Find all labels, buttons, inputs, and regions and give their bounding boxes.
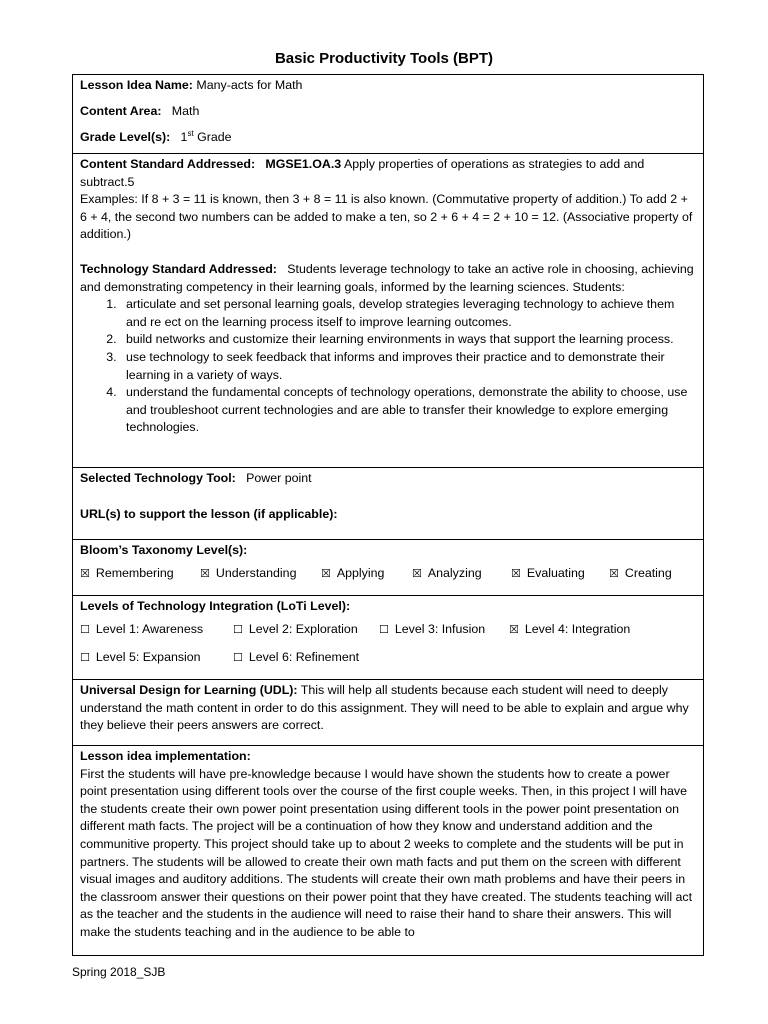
checkbox-checked-icon[interactable]: ☒ [412, 566, 422, 580]
loti-section [73, 595, 703, 679]
tech-standard-item: 3. use technology to seek feedback that informs and improves their practice and to demonstrate their learning in a variety of ways. [120, 349, 696, 384]
content-area-line [80, 103, 696, 121]
tech-standard-line [80, 261, 696, 296]
tech-standard-item: 2. build networks and customize their learning environments in ways that support the learning process. [120, 331, 696, 349]
checkbox-empty-icon[interactable]: ☐ [379, 622, 389, 636]
checkbox-checked-icon[interactable]: ☒ [200, 566, 210, 580]
checkbox-checked-icon[interactable]: ☒ [609, 566, 619, 580]
blooms-label: Bloom’s Taxonomy Level(s): [80, 543, 248, 557]
checkbox-empty-icon[interactable]: ☐ [233, 622, 243, 636]
blooms-options [80, 560, 696, 586]
content-area-label: Content Area: [80, 103, 162, 118]
udl-text: This will help all students because each student will need to deeply understand the math content in order to do this assignment. They will need to be able to explain and argue why they believe their peers answers are correct. [80, 683, 689, 733]
blooms-option-remembering[interactable]: ☒ Remembering [80, 565, 174, 580]
checkbox-empty-icon[interactable]: ☐ [233, 650, 243, 664]
checkbox-checked-icon[interactable]: ☒ [321, 566, 331, 580]
tool-section [73, 467, 703, 539]
checkbox-checked-icon[interactable]: ☒ [511, 566, 521, 580]
content-standard-code: MGSE1.OA.3 [265, 157, 342, 171]
content-standard-examples: Examples: If 8 + 3 = 11 is known, then 3 + 8 = 11 is also known. (Commutative property of addition.) To add 2 + 6 + 4, the second two numbers can be added to make a ten, so 2 + 6 + 4 = 2 + 10 = 12. (Associative property of addition.) [80, 192, 693, 242]
loti-option-level-1[interactable]: ☐ Level 1: Awareness [80, 621, 204, 636]
content-standard-label: Content Standard Addressed: [80, 157, 256, 171]
checkbox-checked-icon[interactable]: ☒ [509, 622, 519, 636]
grade-word: Grade [197, 129, 232, 144]
udl-label: Universal Design for Learning (UDL): [80, 683, 298, 697]
page-title: Basic Productivity Tools (BPT) [274, 50, 494, 67]
tool-value: Power point [246, 471, 312, 485]
lesson-info-section [73, 75, 703, 153]
tech-standard-text: Students leverage technology to take an active role in choosing, achieving and demonstrating competency in their learning goals, informed by the learning sciences. Students: [80, 261, 694, 294]
tech-standard-item: 4. understand the fundamental concepts of technology operations, demonstrate the ability to choose, use and troubleshoot current technologies and are able to transfer their knowledge to explore emerging technologies. [120, 384, 696, 437]
blooms-option-applying[interactable]: ☒ Applying [321, 565, 385, 580]
content-standard-text: Apply properties of operations as strategies to add and subtract.5 [80, 157, 645, 189]
udl-paragraph [80, 682, 696, 735]
tool-label: Selected Technology Tool: [80, 471, 236, 485]
page-footer: Spring 2018_SJB [72, 965, 166, 979]
implementation-label: Lesson idea implementation: [80, 749, 251, 763]
grade-level-label: Grade Level(s): [80, 129, 171, 144]
grade-number: 1 [180, 129, 188, 144]
blooms-option-creating[interactable]: ☒ Creating [609, 565, 672, 580]
content-standard-line [80, 156, 696, 191]
loti-label: Levels of Technology Integration (LoTi Level): [80, 599, 351, 613]
blooms-option-understanding[interactable]: ☒ Understanding [200, 565, 297, 580]
grade-suffix: st [187, 128, 194, 138]
implementation-text: First the students will have pre-knowledge because I would have shown the students how to create a power point presentation using different tools over the course of the first couple weeks. Then, in this project I will have the students create their own power point presentation using different tools in the power point presentation on different math facts. The project will be a continuation of how they know and understand addition and the communitive property. This project should take up to about 2 weeks to complete and the students will be put in partners. The students will be allowed to create their own math facts and put them on the screen with different visual images and auditory additions. The students will create their own math problems and have their peers in the classroom answer their questions on their power point that they have created. The students teaching will act as the teacher and the students in the audience will need to raise their hand to share their answers. This will make the students teaching and in the audience to be able to [80, 766, 693, 939]
content-area-value: Math [171, 103, 200, 118]
tech-standard-list [80, 296, 696, 437]
loti-option-level-5[interactable]: ☐ Level 5: Expansion [80, 649, 201, 664]
tech-standard-label: Technology Standard Addressed: [80, 261, 277, 276]
blooms-option-analyzing[interactable]: ☒ Analyzing [412, 565, 482, 580]
blooms-option-evaluating[interactable]: ☒ Evaluating [511, 565, 585, 580]
lesson-name-line [80, 77, 696, 95]
loti-options-row-2 [80, 644, 696, 670]
grade-level-line [80, 129, 696, 147]
checkbox-checked-icon[interactable]: ☒ [80, 566, 90, 580]
standards-section [73, 153, 703, 467]
loti-option-level-3[interactable]: ☐ Level 3: Infusion [379, 621, 486, 636]
tech-standard-item: 1. articulate and set personal learning goals, develop strategies leveraging technology to achieve them and re ect on the learning process itself to improve learning outcomes. [120, 296, 696, 331]
loti-option-level-6[interactable]: ☐ Level 6: Refinement [233, 649, 360, 664]
loti-option-level-4[interactable]: ☒ Level 4: Integration [509, 621, 631, 636]
lesson-plan-table [72, 74, 704, 956]
udl-section [73, 679, 703, 745]
lesson-name-value: Many-acts for Math [196, 78, 303, 92]
loti-option-level-2[interactable]: ☐ Level 2: Exploration [233, 621, 358, 636]
checkbox-empty-icon[interactable]: ☐ [80, 622, 90, 636]
implementation-section [73, 745, 703, 955]
lesson-name-label: Lesson Idea Name: [80, 78, 193, 92]
loti-options-row-1 [80, 616, 696, 642]
tool-line [80, 470, 696, 488]
checkbox-empty-icon[interactable]: ☐ [80, 650, 90, 664]
url-label: URL(s) to support the lesson (if applicable): [80, 506, 338, 521]
blooms-section [73, 539, 703, 595]
